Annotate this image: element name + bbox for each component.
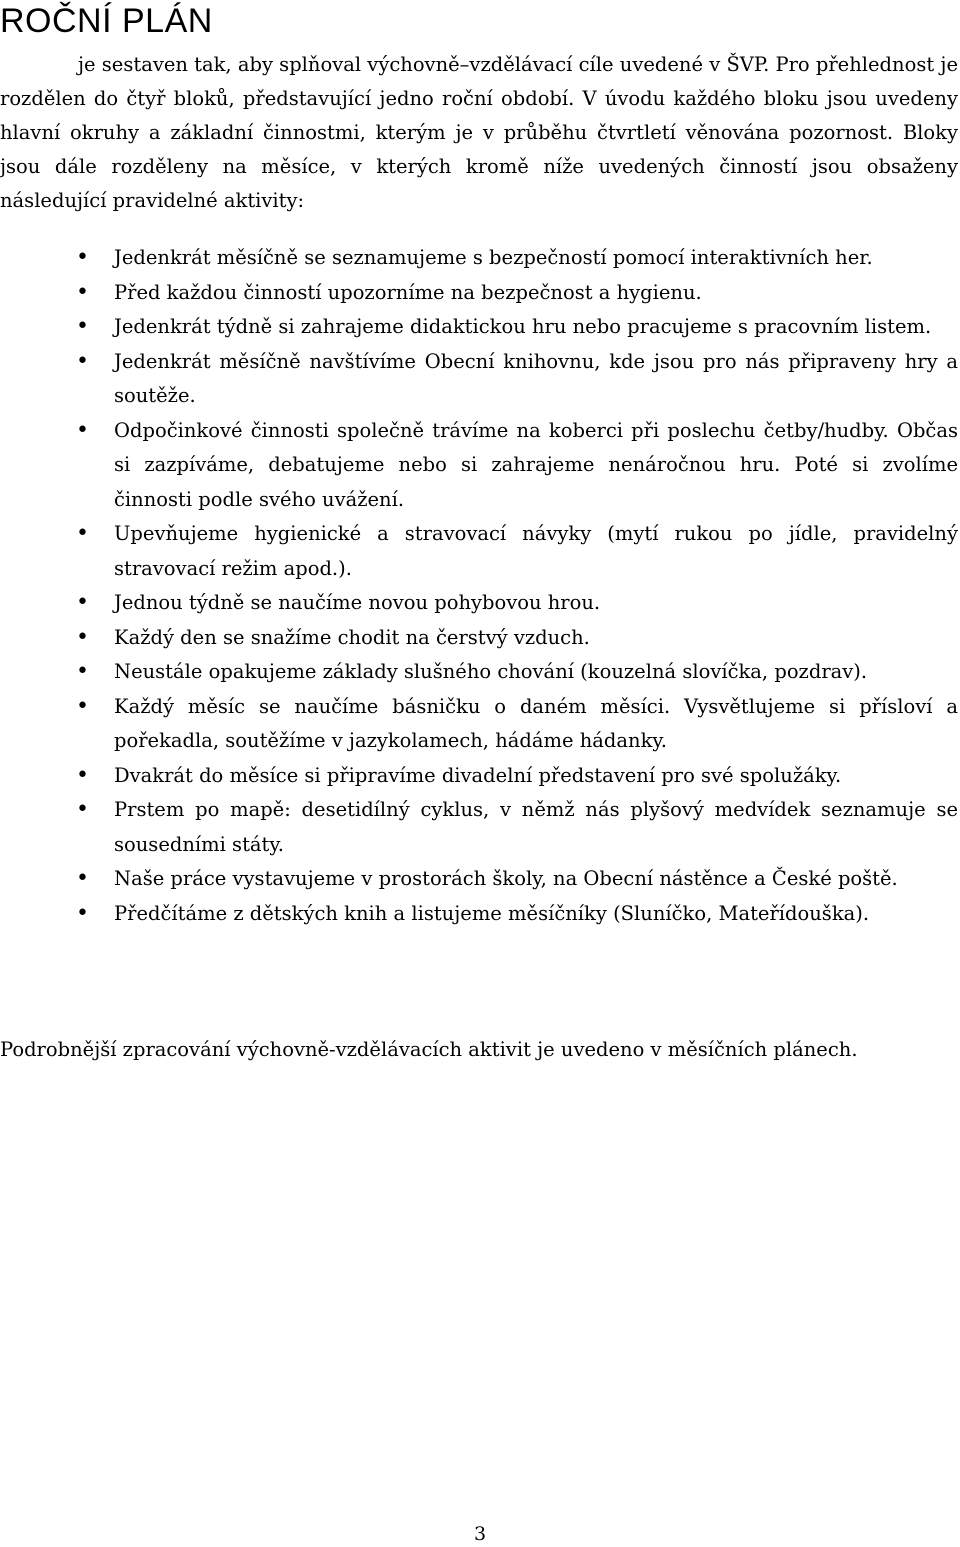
list-item-text: Upevňujeme hygienické a stravovací návyky (mytí rukou po jídle, pravidelný stravovací režim apod.). [114, 522, 958, 580]
list-item-text: Neustále opakujeme základy slušného chování (kouzelná slovíčka, pozdrav). [114, 660, 868, 683]
intro-paragraph: je sestaven tak, aby splňoval výchovně–vzdělávací cíle uvedené v ŠVP. Pro přehlednost je rozdělen do čtyř bloků, představující jedno roční období. V úvodu každého bloku jsou uvedeny hlavní okruhy a základní činnostmi, kterým je v průběhu čtvrtletí věnována pozornost. Bloky jsou dále rozděleny na měsíce, v kterých kromě níže uvedených činností jsou obsaženy následující pravidelné aktivity: [0, 53, 958, 212]
bullet-icon: • [76, 279, 89, 305]
list-item-text: Odpočinkové činnosti společně trávíme na koberci při poslechu četby/hudby. Občas si zazpíváme, debatujeme nebo si zahrajeme nenáročnou hru. Poté si zvolíme činnosti podle svého uvážení. [114, 418, 958, 511]
list-item [0, 655, 958, 690]
bullet-icon: • [76, 314, 89, 339]
list-item-text: Jedenkrát měsíčně navštívíme Obecní knihovnu, kde jsou pro nás připraveny hry a soutěže. [114, 349, 958, 407]
list-item [0, 517, 958, 586]
list-item [0, 621, 958, 656]
bullet-icon: • [76, 521, 89, 546]
page-title: ROČNÍ PLÁN [0, 2, 213, 40]
bullet-icon: • [76, 693, 89, 719]
list-item-text: Každý měsíc se naučíme básničku o daném měsíci. Vysvětlujeme si přísloví a pořekadla, soutěžíme v jazykolamech, hádáme hádanky. [114, 694, 958, 752]
bullet-icon: • [76, 762, 89, 788]
list-item [0, 310, 958, 345]
list-item [0, 276, 958, 311]
bullet-icon: • [76, 417, 89, 443]
list-item [0, 759, 958, 794]
list-item [0, 345, 958, 414]
list-item [0, 862, 958, 897]
list-item-text: Každý den se snažíme chodit na čerstvý vzduch. [114, 625, 590, 649]
list-item-text: Dvakrát do měsíce si připravíme divadelní představení pro své spolužáky. [114, 763, 842, 787]
list-item [0, 793, 958, 862]
bullet-icon: • [76, 900, 89, 926]
list-item-text: Jednou týdně se naučíme novou pohybovou hrou. [114, 591, 601, 614]
list-item [0, 241, 958, 276]
bullet-icon: • [76, 659, 89, 684]
list-item [0, 897, 958, 932]
bullet-icon: • [76, 866, 89, 891]
bullet-icon: • [76, 590, 89, 615]
page-number: 3 [473, 1523, 487, 1545]
bullet-icon: • [76, 624, 89, 650]
list-item-text: Jedenkrát měsíčně se seznamujeme s bezpečností pomocí interaktivních her. [114, 246, 873, 269]
closing-note: Podrobnější zpracování výchovně-vzdělávacích aktivit je uvedeno v měsíčních plánech. [0, 1038, 858, 1061]
bullet-icon: • [76, 245, 89, 270]
list-item-text: Před každou činností upozorníme na bezpečnost a hygienu. [114, 280, 702, 304]
bullet-icon: • [76, 348, 89, 374]
list-item-text: Jedenkrát týdně si zahrajeme didaktickou hru nebo pracujeme s pracovním listem. [114, 315, 932, 338]
list-item [0, 414, 958, 518]
list-item-text: Předčítáme z dětských knih a listujeme měsíčníky (Sluníčko, Mateřídouška). [114, 901, 870, 925]
activities-list [0, 241, 958, 931]
list-item-text: Naše práce vystavujeme v prostorách školy, na Obecní nástěnce a České poště. [114, 867, 898, 890]
list-item [0, 586, 958, 621]
list-item [0, 690, 958, 759]
list-item-text: Prstem po mapě: desetidílný cyklus, v němž nás plyšový medvídek seznamuje se sousedními státy. [114, 798, 958, 856]
bullet-icon: • [76, 797, 89, 822]
